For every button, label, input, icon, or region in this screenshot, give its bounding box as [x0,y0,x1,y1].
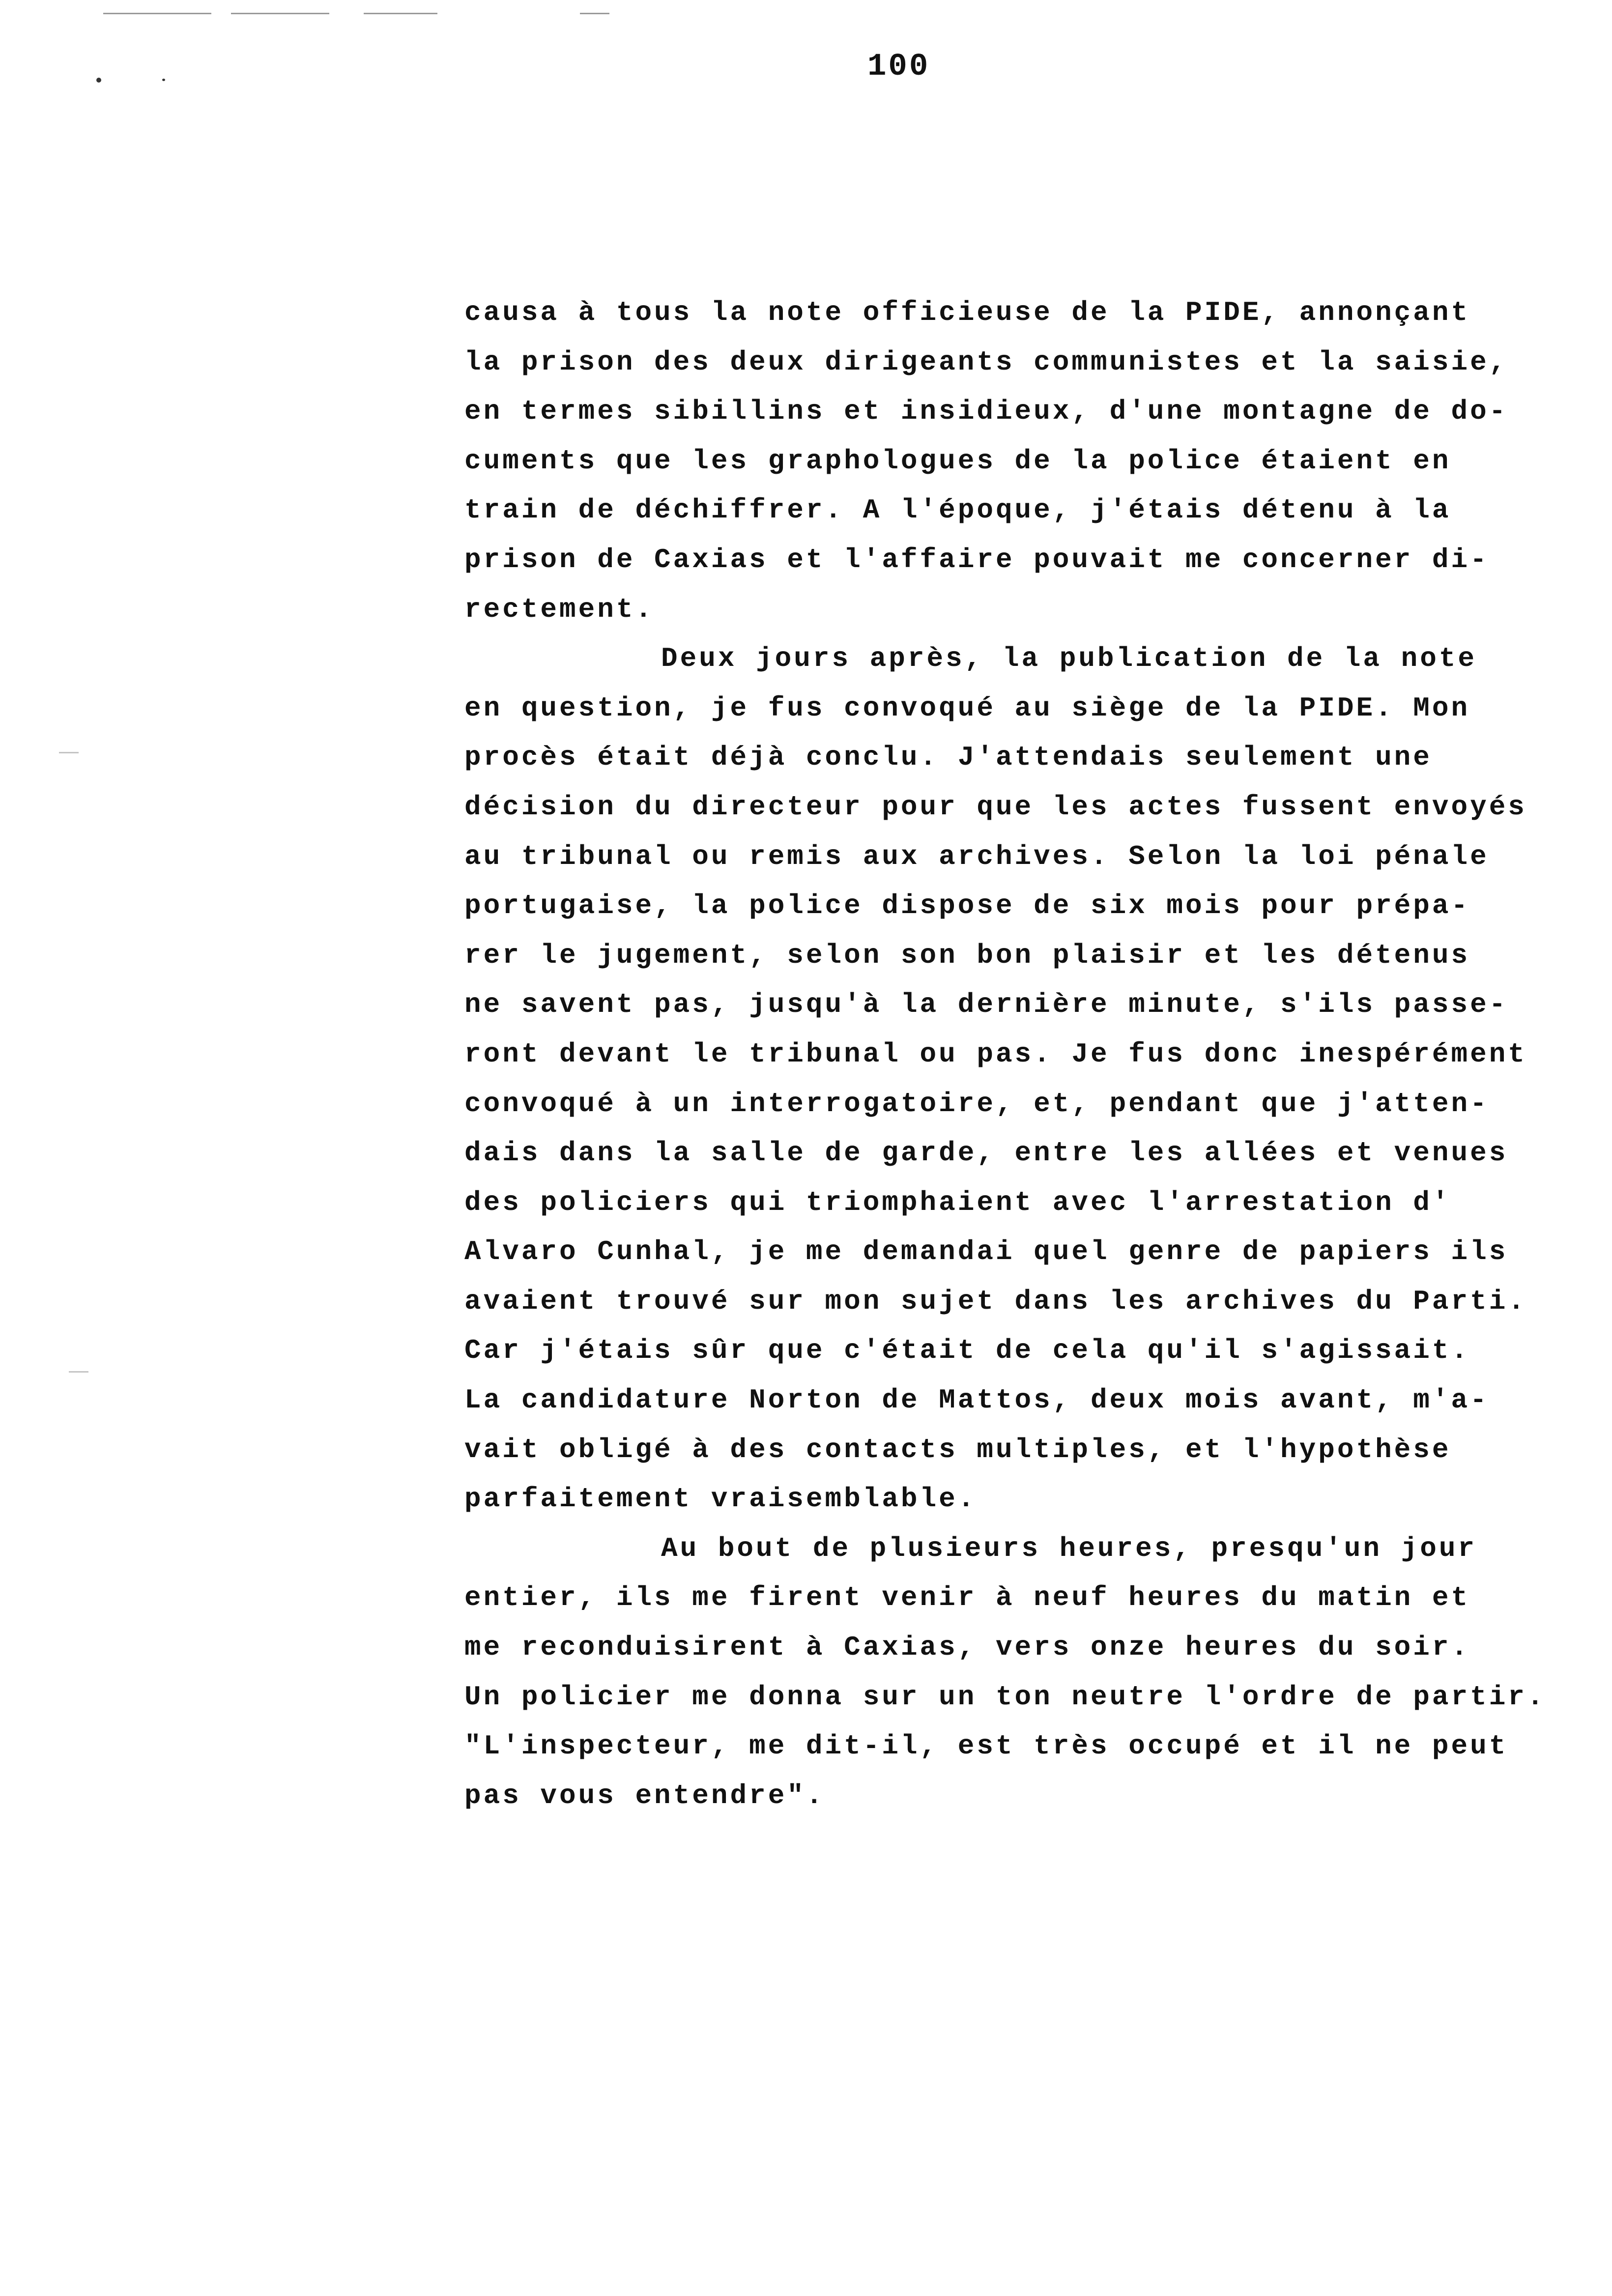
text-line: causa à tous la note officieuse de la PIDE, annonçant [464,297,1470,328]
text-line: au tribunal ou remis aux archives. Selon la loi pénale [464,840,1489,872]
text-line: la prison des deux dirigeants communistes et la saisie, [464,346,1508,378]
text-line: Car j'étais sûr que c'était de cela qu'il s'agissait. [464,1335,1470,1367]
text-line: ront devant le tribunal ou pas. Je fus donc inespérément [464,1038,1527,1070]
text-line: rectement. [464,593,655,625]
text-line: me reconduisirent à Caxias, vers onze heures du soir. [464,1632,1470,1664]
text-line: des policiers qui triomphaient avec l'arrestation d' [464,1186,1451,1218]
text-line: rer le jugement, selon son bon plaisir et les détenus [464,939,1470,971]
text-line: portugaise, la police dispose de six mois pour prépa- [464,890,1470,922]
text-line: en termes sibillins et insidieux, d'une montagne de do- [464,396,1508,428]
text-line: Au bout de plusieurs heures, presqu'un jour [661,1532,1477,1564]
text-line: Un policier me donna sur un ton neutre l'ordre de partir. [464,1681,1546,1713]
text-line: vait obligé à des contacts multiples, et l'hypothèse [464,1434,1451,1465]
text-line: train de déchiffrer. A l'époque, j'étais détenu à la [464,494,1451,526]
text-line: "L'inspecteur, me dit-il, est très occupé et il ne peut [464,1730,1508,1762]
scan-edge-mark [364,13,437,14]
text-line: décision du directeur pour que les actes fussent envoyés [464,791,1527,823]
body-text [464,288,1575,1820]
text-line: Deux jours après, la publication de la note [661,643,1477,675]
scan-edge-mark [231,13,329,14]
text-line: pas vous entendre". [464,1779,825,1811]
margin-mark [59,752,79,753]
text-line: avaient trouvé sur mon sujet dans les archives du Parti. [464,1285,1527,1317]
page-number: 100 [867,49,930,85]
scan-edge-mark [580,13,609,14]
text-line: convoqué à un interrogatoire, et, pendant que j'atten- [464,1088,1489,1119]
scan-speck [162,79,165,81]
scan-edge-mark [103,13,211,14]
text-line: cuments que les graphologues de la police étaient en [464,445,1451,477]
margin-mark [69,1371,88,1373]
text-line: prison de Caxias et l'affaire pouvait me concerner di- [464,544,1489,575]
text-line: ne savent pas, jusqu'à la dernière minute, s'ils passe- [464,989,1508,1021]
scan-speck [96,78,101,83]
text-line: procès était déjà conclu. J'attendais seulement une [464,742,1432,774]
text-line: entier, ils me firent venir à neuf heures du matin et [464,1582,1470,1614]
text-line: La candidature Norton de Mattos, deux mois avant, m'a- [464,1384,1489,1416]
text-line: Alvaro Cunhal, je me demandai quel genre de papiers ils [464,1236,1508,1268]
text-line: dais dans la salle de garde, entre les allées et venues [464,1137,1508,1169]
text-line: en question, je fus convoqué au siège de la PIDE. Mon [464,692,1470,724]
text-line: parfaitement vraisemblable. [464,1483,977,1515]
